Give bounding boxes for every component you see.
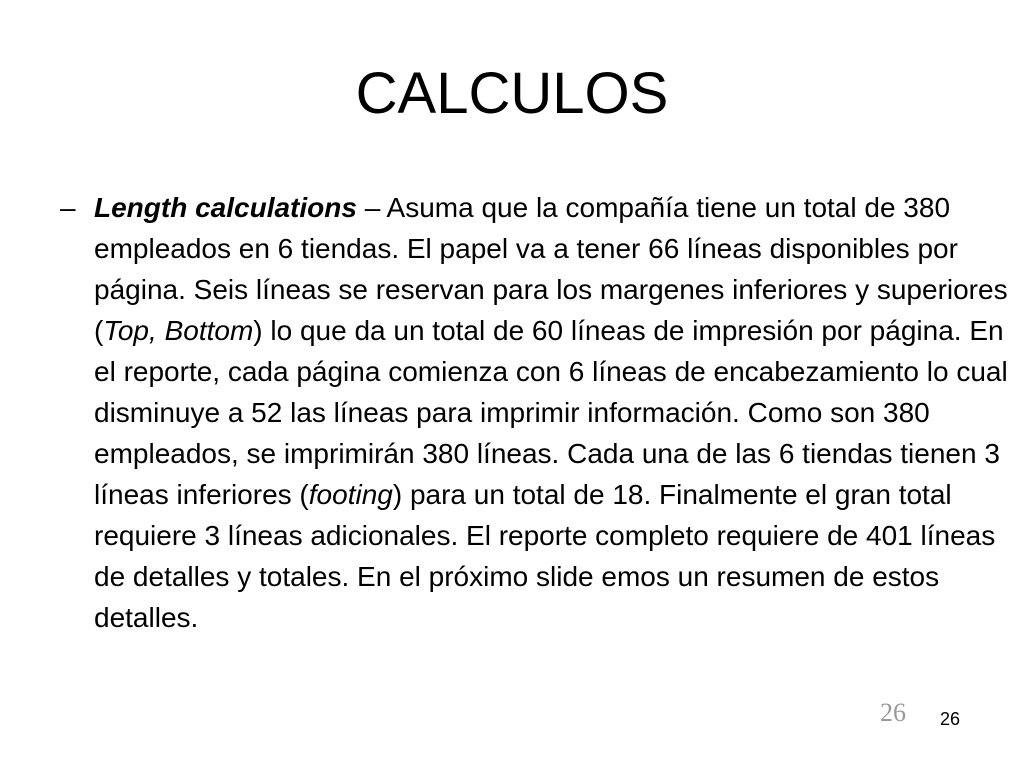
bullet-dash: – [60,192,76,223]
page-number-watermark: 26 [880,698,906,727]
paragraph-text-1: – Asuma que la compañía tiene un total de 380 empleados en 6 tiendas. El papel va a tener 66 líneas disponibles por página. Seis líneas se reservan para los margenes inferiores y superiores ( [94,192,1008,346]
slide-title: CALCULOS [355,61,669,126]
paragraph-text-2: ) lo que da un total de 60 líneas de impresión por página. En el reporte, cada página comienza con 6 líneas de encabezamiento lo cual disminuye a 52 las líneas para imprimir información. Como son 380 empleados, se imprimirán 380 líneas. Cada una de las 6 tiendas tienen 3 líneas inferiores ( [94,315,1008,510]
italic-term-top-bottom: Top, Bottom [103,315,254,346]
paragraph-text-3: ) para un total de 18. Finalmente el gran total requiere 3 líneas adicionales. El reporte completo requiere de 401 líneas de detalles y totales. En el próximo slide emos un resumen de estos detalles. [94,479,996,633]
italic-term-footing: footing [308,479,393,510]
lead-term: Length calculations [94,192,357,223]
body-paragraph [94,187,1014,638]
page-number: 26 [940,709,961,729]
